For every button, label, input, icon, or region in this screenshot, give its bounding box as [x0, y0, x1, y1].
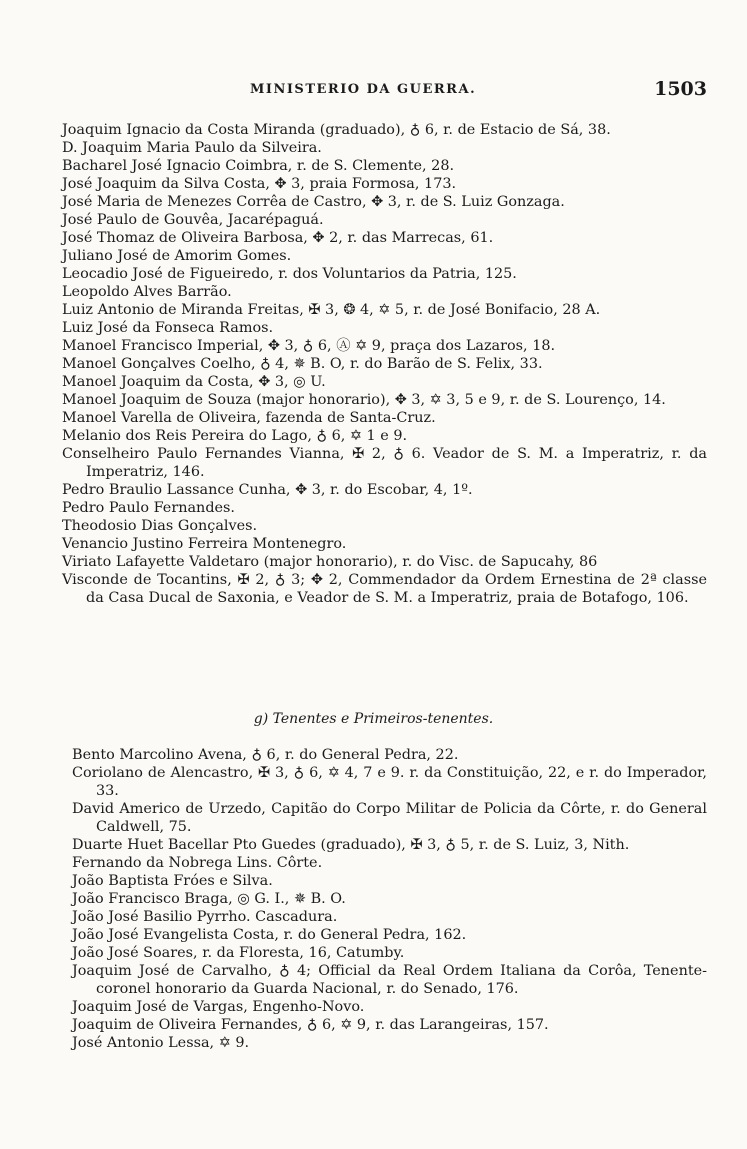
list-item: David Americo de Urzedo, Capitão do Corpo Militar de Policia da Côrte, r. do General Caldwell, 75. [72, 801, 707, 835]
page-number: 1503 [654, 78, 707, 100]
list-item: José Maria de Menezes Corrêa de Castro, ✥ 3, r. de S. Luiz Gonzaga. [62, 194, 565, 210]
list-item: Luiz José da Fonseca Ramos. [62, 320, 274, 336]
list-item: Leocadio José de Figueiredo, r. dos Voluntarios da Patria, 125. [62, 266, 517, 282]
list-item: José Thomaz de Oliveira Barbosa, ✥ 2, r. das Marrecas, 61. [62, 230, 494, 246]
list-item: Melanio dos Reis Pereira do Lago, ♁ 6, ✡ 1 e 9. [62, 428, 408, 444]
list-item: Bacharel José Ignacio Coimbra, r. de S. Clemente, 28. [62, 158, 455, 174]
list-item: José Paulo de Gouvêa, Jacarépaguá. [62, 212, 324, 228]
list-item: Pedro Paulo Fernandes. [62, 500, 236, 516]
list-item: Joaquim de Oliveira Fernandes, ♁ 6, ✡ 9, r. das Larangeiras, 157. [72, 1017, 549, 1033]
page-header [60, 80, 707, 104]
entry-list-top [62, 121, 707, 607]
list-item: Theodosio Dias Gonçalves. [62, 518, 258, 534]
list-item: Manoel Gonçalves Coelho, ♁ 4, ✵ B. O, r. do Barão de S. Felix, 33. [62, 356, 543, 372]
list-item: Fernando da Nobrega Lins. Côrte. [72, 855, 323, 871]
list-item: João José Evangelista Costa, r. do General Pedra, 162. [72, 927, 467, 943]
list-item: Conselheiro Paulo Fernandes Vianna, ✠ 2, ♁ 6. Veador de S. M. a Imperatriz, r. da Imperatriz, 146. [62, 446, 707, 480]
list-item: João Francisco Braga, ◎ G. I., ✵ B. O. [72, 891, 346, 907]
list-item: Visconde de Tocantins, ✠ 2, ♁ 3; ✥ 2, Commendador da Ordem Ernestina de 2ª classe da Casa Ducal de Saxonia, e Veador de S. M. a Imperatriz, praia de Botafogo, 106. [62, 572, 707, 606]
list-item: Joaquim Ignacio da Costa Miranda (graduado), ♁ 6, r. de Estacio de Sá, 38. [62, 122, 611, 138]
list-item: Juliano José de Amorim Gomes. [62, 248, 292, 264]
list-item: Manoel Joaquim da Costa, ✥ 3, ◎ U. [62, 374, 326, 390]
list-item: Venancio Justino Ferreira Montenegro. [62, 536, 347, 552]
entry-list-bottom [72, 746, 707, 1052]
list-item: Viriato Lafayette Valdetaro (major honorario), r. do Visc. de Sapucahy, 86 [62, 554, 598, 570]
section-heading: g) Tenentes e Primeiros-tenentes. [253, 711, 494, 727]
list-item: Bento Marcolino Avena, ♁ 6, r. do General Pedra, 22. [72, 747, 459, 763]
list-item: Leopoldo Alves Barrão. [62, 284, 232, 300]
list-item: João José Soares, r. da Floresta, 16, Catumby. [72, 945, 405, 961]
list-item: Duarte Huet Bacellar Pto Guedes (graduado), ✠ 3, ♁ 5, r. de S. Luiz, 3, Nith. [72, 837, 630, 853]
list-item: José Joaquim da Silva Costa, ✥ 3, praia Formosa, 173. [62, 176, 457, 192]
list-item: Joaquim José de Carvalho, ♁ 4; Official da Real Ordem Italiana da Corôa, Tenente-coronel honorario da Guarda Nacional, r. do Senado, 176. [72, 963, 707, 997]
list-item: Manoel Joaquim de Souza (major honorario), ✥ 3, ✡ 3, 5 e 9, r. de S. Lourenço, 14. [62, 392, 666, 408]
list-item: D. Joaquim Maria Paulo da Silveira. [62, 140, 322, 156]
list-item: Pedro Braulio Lassance Cunha, ✥ 3, r. do Escobar, 4, 1º. [62, 482, 473, 498]
list-item: Manoel Francisco Imperial, ✥ 3, ♁ 6, Ⓐ ✡ 9, praça dos Lazaros, 18. [62, 338, 556, 354]
list-item: João José Basilio Pyrrho. Cascadura. [72, 909, 338, 925]
list-item: Luiz Antonio de Miranda Freitas, ✠ 3, ❂ 4, ✡ 5, r. de José Bonifacio, 28 A. [62, 302, 601, 318]
running-title: MINISTERIO DA GUERRA. [250, 82, 477, 97]
list-item: Joaquim José de Vargas, Engenho-Novo. [72, 999, 365, 1015]
list-item: João Baptista Fróes e Silva. [72, 873, 273, 889]
list-item: Coriolano de Alencastro, ✠ 3, ♁ 6, ✡ 4, 7 e 9. r. da Constituição, 22, e r. do Imperador, 33. [72, 765, 707, 799]
list-item: José Antonio Lessa, ✡ 9. [72, 1035, 250, 1051]
list-item: Manoel Varella de Oliveira, fazenda de Santa-Cruz. [62, 410, 436, 426]
